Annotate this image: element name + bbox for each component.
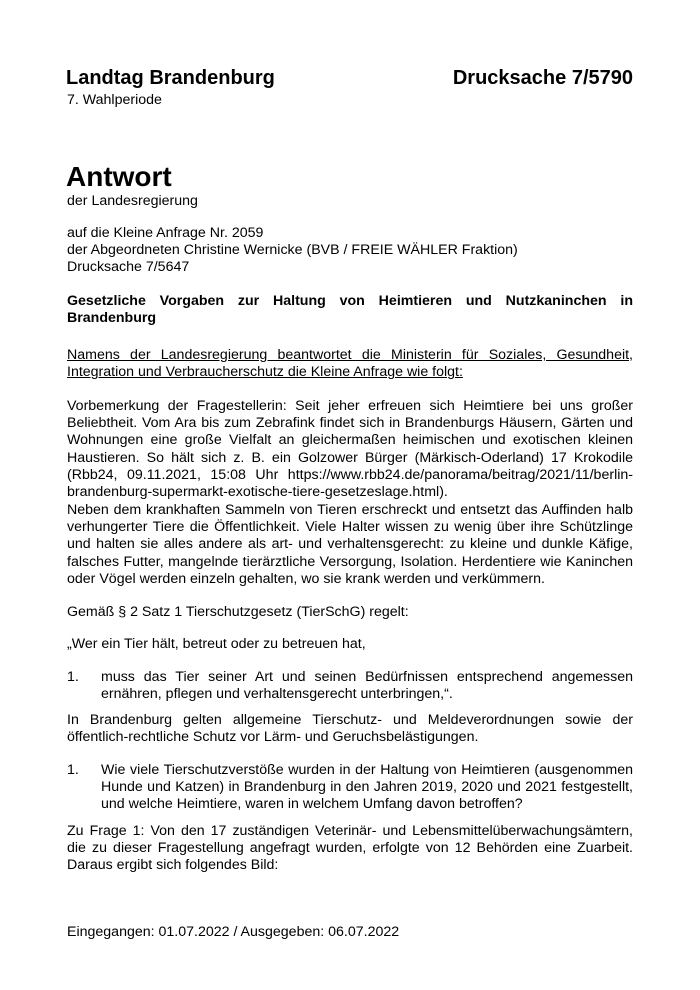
question-1: [67, 762, 633, 814]
document-type-heading: Antwort: [66, 161, 172, 192]
question-1-text: Wie viele Tierschutzverstöße wurden in der Haltung von Heimtieren (ausgenommen Hunde und Katzen) in Brandenburg in den Jahren 2019, 2020 und 2021 festgestellt, und welche Heimtiere, waren in welchem Umfang davon betroffen?: [101, 762, 633, 813]
law-quote-number: 1.: [67, 669, 79, 685]
law-quote-text: muss das Tier seiner Art und seinen Bedürfnissen entsprechend angemessen ernähren, pflegen und verhaltensgerecht unterbringen,“.: [101, 669, 633, 703]
question-1-number: 1.: [67, 762, 79, 778]
document-number: Drucksache 7/5790: [452, 67, 633, 89]
parliament-title: Landtag Brandenburg: [66, 67, 275, 89]
law-quote-item: [67, 669, 633, 703]
preliminary-remark-2: Neben dem krankhaften Sammeln von Tieren erschreckt und entsetzt das Auffinden halb verhungerter Tiere die Öffentlichkeit. Viele Halter wissen zu wenig über ihre Schützlinge und halten sie alles andere als art- und verhaltensgerecht: zu kleine und dunkle Käfige, falsches Futter, mangelnde tierärztliche Versorgung, Isolation. Herdentiere wie Kaninchen oder Vögel werden einzeln gehalten, wo sie krank werden und verkümmern.: [67, 502, 633, 587]
subject-heading: Gesetzliche Vorgaben zur Haltung von Heimtieren und Nutzkaninchen in Brandenburg: [67, 293, 633, 327]
inquiry-reference: auf die Kleine Anfrage Nr. 2059: [67, 225, 264, 241]
inquiry-member: der Abgeordneten Christine Wernicke (BVB / FREIE WÄHLER Fraktion): [67, 242, 518, 258]
footer-dates: Eingegangen: 01.07.2022 / Ausgegeben: 06.07.2022: [67, 924, 400, 940]
law-reference: Gemäß § 2 Satz 1 Tierschutzgesetz (TierSchG) regelt:: [67, 604, 409, 620]
regulation-note: In Brandenburg gelten allgemeine Tierschutz- und Meldeverordnungen sowie der öffentlich-rechtliche Schutz vor Lärm- und Geruchsbelästigungen.: [67, 712, 633, 746]
document-author: der Landesregierung: [67, 193, 198, 209]
election-period: 7. Wahlperiode: [67, 92, 162, 108]
preliminary-remark-1: Vorbemerkung der Fragestellerin: Seit jeher erfreuen sich Heimtiere bei uns großer Beliebtheit. Vom Ara bis zum Zebrafink findet sich in Brandenburgs Häusern, Gärten und Wohnungen eine große Vielfalt an gleichermaßen heimischen und exotischen kleinen Haustieren. So hält sich z. B. ein Golzower Bürger (Märkisch-Oderland) 17 Krokodile (Rbb24, 09.11.2021, 15:08 Uhr https://www.rbb24.de/panorama/beitrag/2021/11/berlin-brandenburg-supermarkt-exotische-tiere-gesetzeslage.html).: [67, 398, 633, 501]
answer-1: Zu Frage 1: Von den 17 zuständigen Veterinär- und Lebensmittelüberwachungsämtern, die zu dieser Fragestellung angefragt wurden, erfolgte von 12 Behörden eine Zuarbeit. Daraus ergibt sich folgendes Bild:: [67, 823, 633, 874]
law-quote-intro: „Wer ein Tier hält, betreut oder zu betreuen hat,: [67, 636, 366, 652]
intro-statement: Namens der Landesregierung beantwortet die Ministerin für Soziales, Gesundheit, Integration und Verbraucherschutz die Kleine Anfrage wie folgt:: [67, 347, 633, 381]
inquiry-printed-matter: Drucksache 7/5647: [67, 259, 190, 275]
